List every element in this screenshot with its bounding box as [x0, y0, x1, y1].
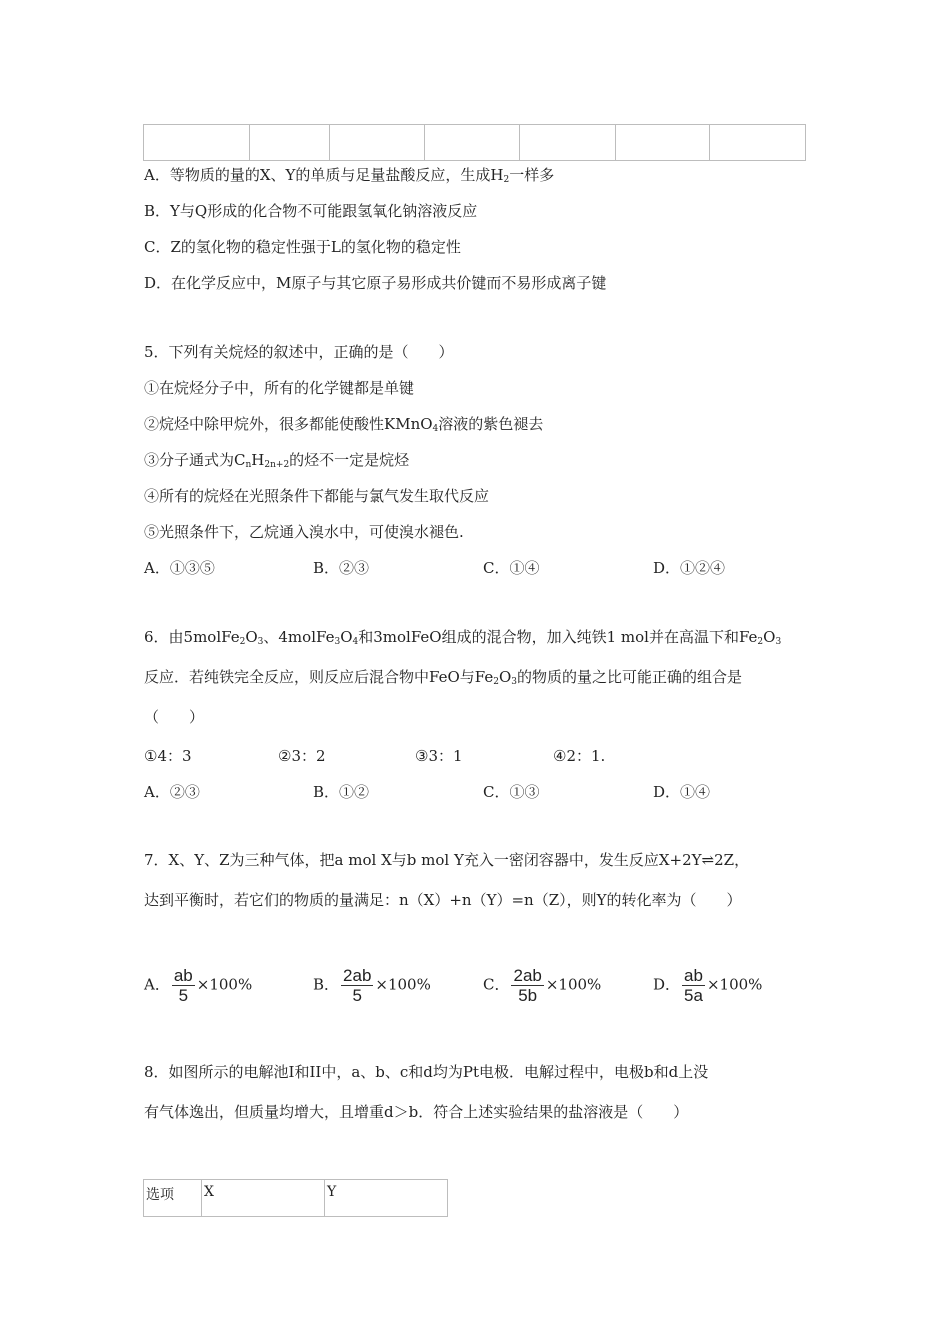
q5-statement-3: ③分子通式为$C_nH_{2n+2}$的烃不一定是烷烃 — [144, 451, 410, 470]
table-header-y: Y — [327, 1184, 337, 1200]
q5-statement-1: ①在烷烃分子中，所有的化学键都是单键 — [144, 379, 415, 397]
q5-statement-5: ⑤光照条件下，乙烷通入溴水中，可使溴水褪色. — [144, 523, 464, 541]
q5-statement-4: ④所有的烷烃在光照条件下都能与氯气发生取代反应 — [144, 487, 490, 505]
q6-option-c: C．①③ — [483, 783, 540, 801]
q5-stem: 5．下列有关烷烃的叙述中，正确的是（ ） — [144, 343, 454, 361]
q6-option-a: A．②③ — [144, 783, 200, 801]
q6-choice-3: ③3：1 — [415, 747, 463, 765]
q6-stem-line-3: （ ） — [144, 708, 205, 726]
q4-option-c: C．Z的氢化物的稳定性强于L的氢化物的稳定性 — [144, 238, 461, 256]
q8-table — [143, 1179, 448, 1217]
q6-stem-line-2: 反应．若纯铁完全反应，则反应后混合物中FeO与$Fe_2O_3$的物质的量之比可能正确的组合是 — [144, 668, 743, 687]
q5-option-a: A．①③⑤ — [144, 559, 215, 577]
table-cell — [144, 125, 250, 160]
q5-option-b: B．②③ — [313, 559, 370, 577]
q5-option-c: C．①④ — [483, 559, 540, 577]
q8-stem-line-1: 8．如图所示的电解池I和II中，a、b、c和d均为Pt电极．电解过程中，电极b和d上没 — [144, 1063, 709, 1081]
table-header-option: 选项 — [144, 1180, 202, 1216]
fraction: $\frac{2ab}{5b}$ — [513, 966, 542, 1005]
table-cell — [330, 125, 425, 160]
q7-option-b: B． $\frac{2ab}{5}$ ×100% — [313, 966, 431, 1005]
table-header-x: X — [202, 1180, 325, 1216]
q7-stem-line-2: 达到平衡时，若它们的物质的量满足：n（X）+n（Y）=n（Z），则Y的转化率为（ ） — [144, 891, 742, 909]
q6-option-b: B．①② — [313, 783, 370, 801]
table-cell — [710, 125, 805, 160]
q8-stem-line-2: 有气体逸出，但质量均增大，且增重d＞b．符合上述实验结果的盐溶液是（ ） — [144, 1103, 689, 1121]
answer-table-fragment — [143, 124, 806, 161]
q7-option-d: D． $\frac{ab}{5a}$ ×100% — [653, 966, 763, 1005]
q4-option-b: B．Y与Q形成的化合物不可能跟氢氧化钠溶液反应 — [144, 202, 478, 220]
q5-option-d: D．①②④ — [653, 559, 726, 577]
fraction: $\frac{ab}{5a}$ — [684, 966, 703, 1005]
q4-option-a: A．等物质的量的X、Y的单质与足量盐酸反应，生成$H_2$一样多 — [144, 166, 555, 185]
q5-statement-2: ②烷烃中除甲烷外，很多都能使酸性KMnO$_4$溶液的紫色褪去 — [144, 415, 544, 434]
q6-choice-4: ④2：1. — [553, 747, 606, 765]
fraction: $\frac{2ab}{5}$ — [343, 966, 372, 1005]
q6-stem-line-1: 6．由$5molFe_2O_3$、$4molFe_3O_4$和3molFeO组成的混合物，加入纯铁1 mol并在高温下和$Fe_2O_3$ — [144, 628, 782, 647]
q7-option-a: A． $\frac{ab}{5}$ ×100% — [144, 966, 253, 1005]
table-cell — [425, 125, 520, 160]
q4-option-d: D．在化学反应中，M原子与其它原子易形成共价键而不易形成离子键 — [144, 274, 607, 292]
table-cell — [250, 125, 331, 160]
q7-option-c: C． $\frac{2ab}{5b}$ ×100% — [483, 966, 602, 1005]
q6-choice-1: ①4：3 — [144, 747, 192, 765]
table-cell — [520, 125, 616, 160]
q6-choice-2: ②3：2 — [278, 747, 326, 765]
q6-option-d: D．①④ — [653, 783, 711, 801]
q7-stem-line-1: 7．X、Y、Z为三种气体，把a mol X与b mol Y充入一密闭容器中，发生反应X+2Y⇌2Z， — [144, 851, 750, 869]
table-cell — [616, 125, 711, 160]
fraction: $\frac{ab}{5}$ — [173, 966, 193, 1005]
